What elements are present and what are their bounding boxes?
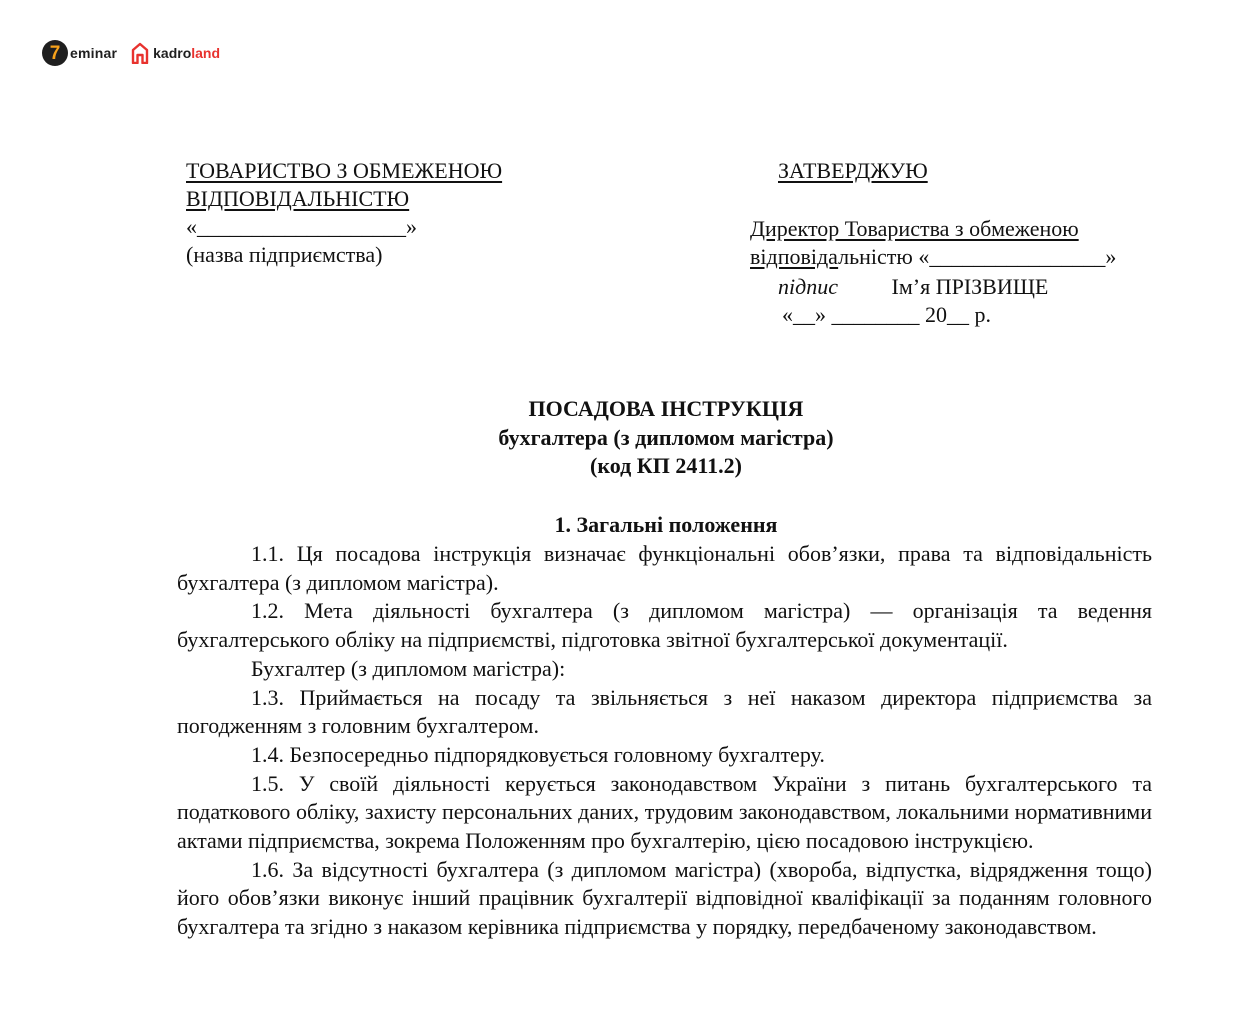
logos [42,38,220,68]
seminar-logo [42,40,117,66]
document-title [180,395,1152,481]
paragraph-1-6: 1.6. За відсутності бухгалтера (з дипломом магістра) (хвороба, відпустка, відрядження тощо) його обов’язки виконує інший працівник бухгалтерії відповідної кваліфікації за поданням головного бухгалтера та згідно з наказом керівника підприємства у порядку, передбаченому законодавством. [177,856,1152,940]
section-body [177,540,1152,942]
director-block [750,215,1116,271]
signature-row [778,273,1048,301]
company-type-line2: ВІДПОВІДАЛЬНІСТЮ [186,186,410,211]
company-name-blank: «___________________» [186,214,417,239]
company-header [186,157,502,269]
director-line2 [750,243,1116,271]
director-line2-rest: льністю «________________» [838,244,1117,269]
kadroland-house-icon [131,42,149,64]
title-line3: (код КП 2411.2) [590,453,742,478]
paragraph-1-2: 1.2. Мета діяльності бухгалтера (з дипломом магістра) — організація та ведення бухгалтерського обліку на підприємстві, підготовка звітної бухгалтерської документації. [177,598,1152,653]
title-line2: бухгалтера (з дипломом магістра) [498,424,834,450]
company-name-caption: (назва підприємства) [186,242,383,267]
section-heading: 1. Загальні положення [554,512,778,537]
director-line1: Директор Товариства з обмеженою [750,216,1079,241]
name-label: Ім’я ПРІЗВИЩЕ [891,274,1049,299]
approve-label: ЗАТВЕРДЖУЮ [778,158,928,183]
company-type-line1: ТОВАРИСТВО З ОБМЕЖЕНОЮ [186,158,503,183]
seminar-badge-icon: 7 [42,40,68,66]
approval-heading [778,157,928,185]
title-line1: ПОСАДОВА ІНСТРУКЦІЯ [528,396,804,421]
paragraph-1-5: 1.5. У своїй діяльності керується законодавством України з питань бухгалтерського та податкового обліку, захисту персональних даних, трудовим законодавством, локальними нормативними актами підприємства, зокрема Положенням про бухгалтерію, цією посадовою інструкцією. [177,770,1152,854]
kadroland-text-land: land [191,45,221,61]
paragraph-1-1: 1.1. Ця посадова інструкція визначає функціональні обов’язки, права та відповідальність бухгалтера (з дипломом магістра). [177,541,1152,595]
seminar-logo-text: eminar [70,45,118,61]
approval-date: «__» ________ 20__ р. [782,302,991,327]
signature-label: підпис [778,274,839,299]
director-line2-underlined: відповіда [750,244,839,269]
paragraph-1-4: 1.4. Безпосередньо підпорядковується головному бухгалтеру. [251,741,825,767]
paragraph-intro: Бухгалтер (з дипломом магістра): [251,655,566,681]
kadroland-logo [131,42,220,64]
kadroland-text-kadro: kadro [153,45,192,61]
paragraph-1-3: 1.3. Приймається на посаду та звільняється з неї наказом директора підприємства за погодженням з головним бухгалтером. [177,684,1152,739]
